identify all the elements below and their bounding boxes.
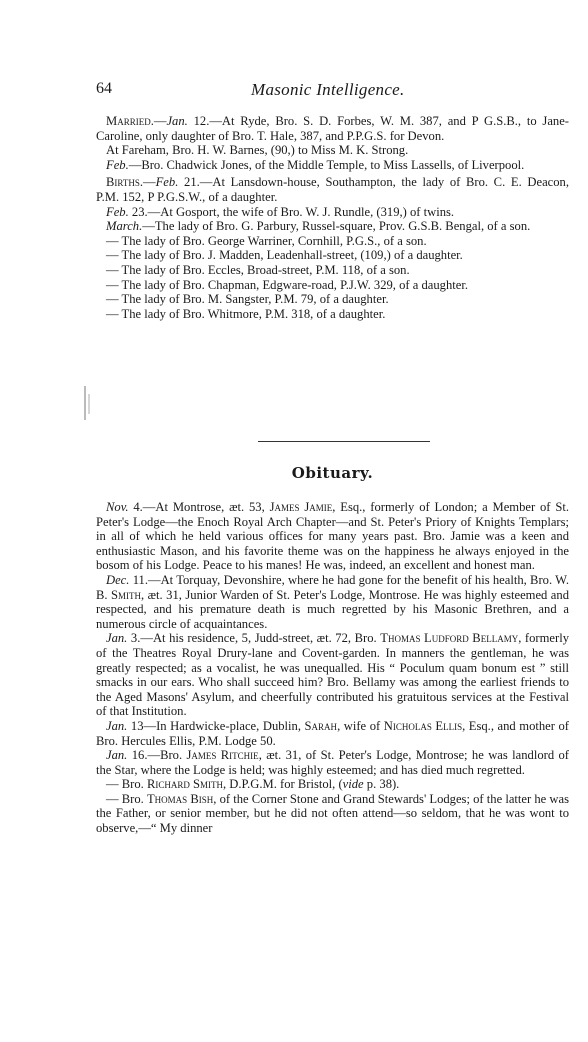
marriage-entry: Married.—Jan. 12.—At Ryde, Bro. S. D. Forbes, W. M. 387, and P G.S.B., to Jane-Caroline, only daughter of Bro. T. Hale, 387, and P.P.G.S. for Devon. [96, 114, 570, 143]
page-number: 64 [96, 80, 112, 97]
deceased-name: Thomas Ludford Bellamy [380, 631, 519, 646]
obituary-section [96, 500, 569, 836]
birth-entry: — The lady of Bro. Chapman, Edgware-road, P.J.W. 329, of a daughter. [106, 277, 468, 292]
birth-entry: Feb. 23.—At Gosport, the wife of Bro. W. J. Rundle, (319,) of twins. [106, 204, 455, 219]
birth-entry: — The lady of Bro. Whitmore, P.M. 318, of a daughter. [106, 306, 386, 321]
birth-entry: — The lady of Bro. George Warriner, Cornhill, P.G.S., of a son. [106, 233, 427, 248]
running-head [96, 80, 568, 104]
birth-entry: March.—The lady of Bro. G. Parbury, Russel-square, Prov. G.S.B. Bengal, of a son. [106, 219, 531, 234]
deceased-name: James Ritchie [186, 748, 259, 763]
obituary-entry: — Bro. Richard Smith, D.P.G.M. for Bristol, (vide p. 38). [106, 777, 400, 792]
margin-bracket-mark [82, 384, 92, 422]
obituary-entry: Jan. 16.—Bro. James Ritchie, æt. 31, of St. Peter's Lodge, Montrose; he was landlord of the Star, where the Lodge is held; was highly esteemed; and has died much regretted. [96, 748, 569, 777]
announcements-section [96, 114, 569, 321]
marriages-heading: Married. [106, 114, 154, 128]
obituary-entry: Jan. 3.—At his residence, 5, Judd-street, æt. 72, Bro. Thomas Ludford Bellamy, formerly of the Theatres Royal Drury-lane and Covent-garden. In manners the gentleman, he was greatly respected; as a vocalist, he was unequalled. His “ Poculum quam bonum est ” still smacks in our ears. Who shall succeed him? Bro. Bellamy was among the earliest friends to the Aged Masons' Asylum, and cheerfully contributed his gratuitous services at the Festival of that Institution. [96, 631, 569, 719]
marriage-entry: At Fareham, Bro. H. W. Barnes, (90,) to Miss M. K. Strong. [106, 143, 409, 158]
obituary-entry: Jan. 13—In Hardwicke-place, Dublin, Sarah, wife of Nicholas Ellis, Esq., and mother of Bro. Hercules Ellis, P.M. Lodge 50. [96, 718, 569, 748]
births-heading: Births. [106, 175, 144, 190]
spouse-name: Nicholas Ellis [383, 718, 463, 733]
obituary-entry: Nov. 4.—At Montrose, æt. 53, James Jamie, Esq., formerly of London; a Member of St. Peter's Lodge—the Enoch Royal Arch Chapter—and St. Peter's Priory of Knights Templars; in all of which he held various offices for many years past. Bro. Jamie was a keen and enthusiastic Mason, and his favorite theme was on the happiness he always enjoyed in the bosom of his Lodge. Peace to his manes! He was, indeed, an excellent and honest man. [96, 500, 570, 573]
deceased-name: Sarah [304, 718, 338, 733]
deceased-name: Smith [111, 587, 142, 602]
birth-entry: — The lady of Bro. Eccles, Broad-street, P.M. 118, of a son. [106, 262, 410, 277]
marriage-entry: Feb.—Bro. Chadwick Jones, of the Middle Temple, to Miss Lassells, of Liverpool. [106, 157, 525, 172]
section-divider [258, 441, 430, 442]
running-title: Masonic Intelligence. [251, 80, 405, 99]
obituary-heading: Obituary. [291, 464, 374, 482]
birth-entry: — The lady of Bro. M. Sangster, P.M. 79, of a daughter. [106, 292, 389, 307]
obituary-entry: Dec. 11.—At Torquay, Devonshire, where he had gone for the benefit of his health, Bro. W. B. Smith, æt. 31, Junior Warden of St. Peter's Lodge, Montrose. He was highly esteemed and respected, and his premature death is much regretted by his Masonic Brethren, and a numerous circle of acquaintances. [96, 572, 569, 631]
birth-entry: Births.—Feb. 21.—At Lansdown-house, Southampton, the lady of Bro. C. E. Deacon, P.M. 152, P P.G.S.W., of a daughter. [96, 175, 569, 204]
deceased-name: Thomas Bish [146, 791, 214, 806]
birth-entry: — The lady of Bro. J. Madden, Leadenhall-street, (109,) of a daughter. [106, 248, 463, 263]
obituary-entry: — Bro. Thomas Bish, of the Corner Stone and Grand Stewards' Lodges; of the latter he was the Father, or senior member, but he did not often attend—so seldom, that he was wont to observe,—“ My dinner [96, 791, 570, 836]
deceased-name: James Jamie [269, 500, 333, 514]
deceased-name: Richard Smith [146, 777, 223, 792]
